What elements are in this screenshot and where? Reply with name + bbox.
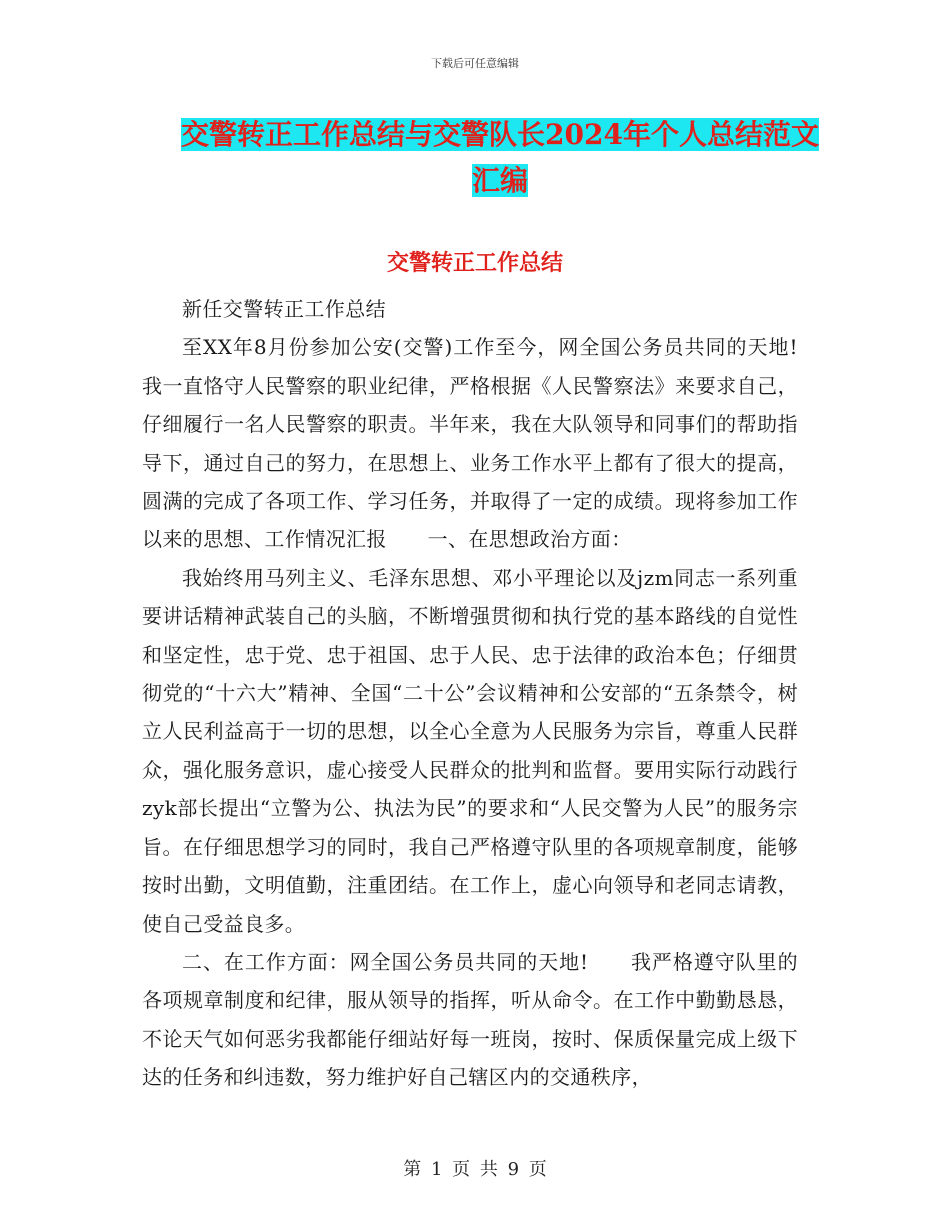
document-title-text: 交警转正工作总结与交警队长2024年个人总结范文汇编 — [181, 118, 819, 197]
page-footer: 第 1 页 共 9 页 — [403, 1159, 547, 1180]
paragraph-subtitle: 新任交警转正工作总结 — [182, 297, 386, 321]
header-note: 下载后可任意编辑 — [431, 57, 519, 70]
paragraph: 我始终用马列主义、毛泽东思想、邓小平理论以及jzm同志一系列重要讲话精神武装自己的头脑，不断增强贯彻和执行党的基本路线的自觉性和坚定性，忠于党、忠于祖国、忠于人民、忠于法律的政治本色；仔细贯彻党的“十六大”精神、全国“二十公”会议精神和公安部的“五条禁令，树立人民利益高于一切的思想，以全心全意为人民服务为宗旨，尊重人民群众，强化服务意识，虚心接受人民群众的批判和监督。要用实际行动践行zyk部长提出“立警为公、执法为民”的要求和“人民交警为人民”的服务宗旨。在仔细思想学习的同时，我自己严格遵守队里的各项规章制度，能够按时出勤，文明值勤，注重团结。在工作上，虚心向领导和老同志请教，使自己受益良多。 — [142, 565, 798, 936]
document-title — [180, 112, 820, 204]
section-title: 交警转正工作总结 — [386, 250, 563, 276]
document-body — [142, 290, 798, 1097]
paragraph: 至XX年8月份参加公安(交警)工作至今，网全国公务员共同的天地!我一直恪守人民警察的职业纪律，严格根据《人民警察法》来要求自己，仔细履行一名人民警察的职责。半年来，我在大队领导和同事们的帮助指导下，通过自己的努力，在思想上、业务工作水平上都有了很大的提高，圆满的完成了各项工作、学习任务，并取得了一定的成绩。现将参加工作以来的思想、工作情况汇报 一、在思想政治方面： — [142, 335, 798, 552]
paragraph: 二、在工作方面：网全国公务员共同的天地! 我严格遵守队里的各项规章制度和纪律，服从领导的指挥，听从命令。在工作中勤勤恳恳，不论天气如何恶劣我都能仔细站好每一班岗，按时、保质保量完成上级下达的任务和纠违数，努力维护好自己辖区内的交通秩序， — [142, 949, 798, 1090]
